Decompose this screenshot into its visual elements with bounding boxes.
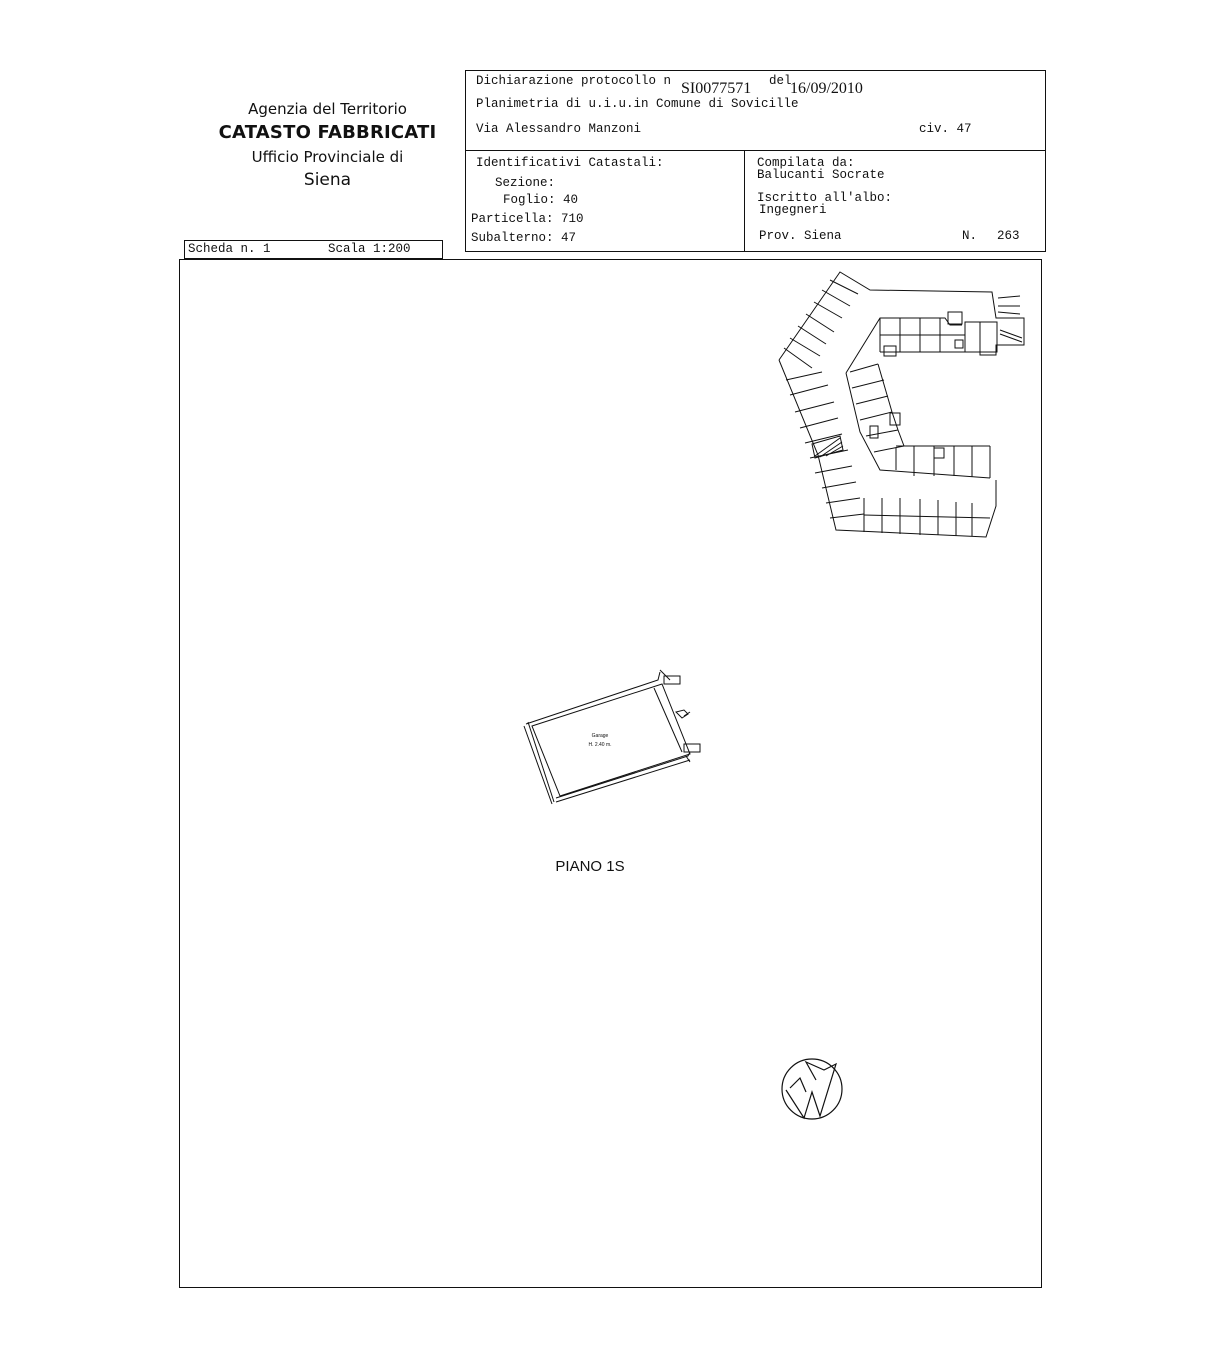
- compilata-title: Compilata da:: [757, 156, 855, 170]
- room-height: H. 2.40 m.: [588, 742, 612, 748]
- sezione: Sezione:: [495, 176, 556, 190]
- foglio: Foglio: 40: [503, 193, 579, 207]
- del-label: del: [769, 74, 792, 88]
- n-value: 263: [997, 229, 1020, 243]
- albo-value: Ingegneri: [759, 203, 827, 217]
- dichiarazione-label: Dichiarazione protocollo n: [476, 74, 672, 88]
- agency-name: Agenzia del Territorio: [248, 100, 407, 118]
- floor-label: PIANO 1S: [555, 858, 625, 875]
- planimetria-line: Planimetria di u.i.u.in Comune di Sovicille: [476, 97, 799, 111]
- catasto-title: CATASTO FABBRICATI: [218, 122, 437, 143]
- protocol-number: SI0077571: [681, 80, 752, 97]
- n-label: N.: [962, 229, 978, 243]
- ufficio-label: Ufficio Provinciale di: [251, 148, 404, 166]
- scheda-scale: Scala 1:200: [328, 242, 411, 256]
- scheda-number: Scheda n. 1: [188, 242, 271, 256]
- address-line: Via Alessandro Manzoni: [476, 122, 642, 136]
- protocol-date: 16/09/2010: [790, 80, 863, 97]
- compilata-name: Balucanti Socrate: [757, 168, 885, 182]
- room-name: Garage: [591, 733, 609, 739]
- iscritto-label: Iscritto all'albo:: [757, 191, 893, 205]
- subalterno: Subalterno: 47: [471, 231, 577, 245]
- identificativi-title: Identificativi Catastali:: [476, 156, 664, 170]
- prov-label: Prov. Siena: [759, 229, 842, 243]
- civico: civ. 47: [919, 122, 972, 136]
- provincia-label: Siena: [303, 170, 352, 190]
- particella: Particella: 710: [471, 212, 584, 226]
